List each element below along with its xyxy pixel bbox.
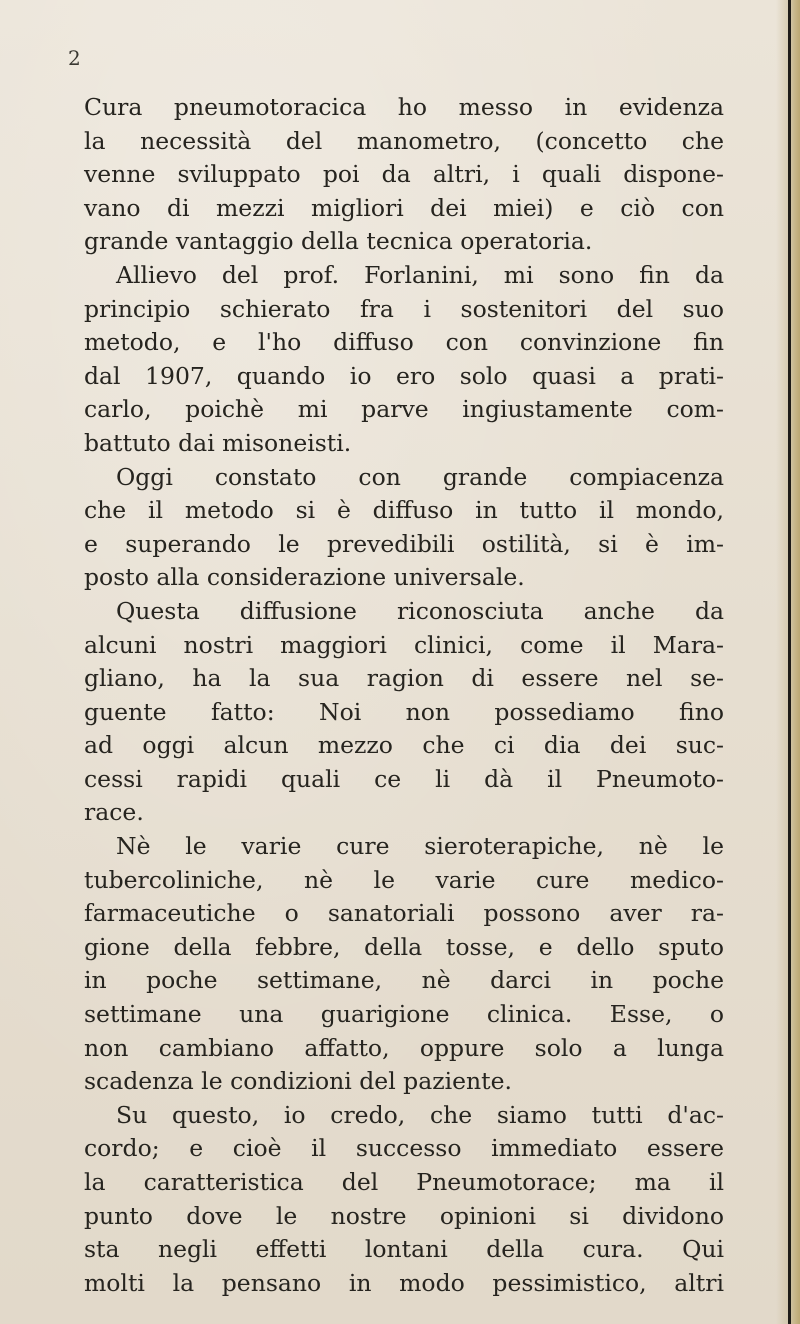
text-line: Cura pneumotoracica ho messo in evidenza — [84, 93, 724, 121]
text-line: in poche settimane, nè darci in poche — [84, 966, 724, 995]
text-line: tubercoliniche, nè le varie cure medico- — [84, 865, 724, 894]
text-line: gione della febbre, della tosse, e dello sputo — [84, 932, 724, 961]
text-line: Allievo del prof. Forlanini, mi sono fin da — [116, 260, 724, 289]
text-line: farmaceutiche o sanatoriali possono aver ra- — [84, 899, 724, 928]
text-line: carlo, poichè mi parve ingiustamente com- — [84, 395, 724, 424]
text-line: Questa diffusione riconosciuta anche da — [116, 596, 724, 625]
body-text — [84, 91, 724, 1300]
text-line: cessi rapidi quali ce li dà il Pneumoto- — [84, 764, 724, 793]
text-line: molti la pensano in modo pessimistico, altri — [84, 1268, 724, 1297]
text-line: settimane una guarigione clinica. Esse, o — [84, 1000, 724, 1029]
page-edge-line — [788, 0, 791, 1324]
text-line: alcuni nostri maggiori clinici, come il Mara- — [84, 630, 724, 659]
page-number: 2 — [68, 46, 81, 70]
text-line: la necessità del manometro, (concetto che — [84, 126, 724, 155]
text-line: e superando le prevedibili ostilità, si è im- — [84, 529, 724, 558]
text-line: gliano, ha la sua ragion di essere nel se- — [84, 664, 724, 693]
text-line: venne sviluppato poi da altri, i quali dispone- — [84, 160, 724, 189]
text-line: che il metodo si è diffuso in tutto il mondo, — [84, 496, 724, 525]
text-line: Oggi constato con grande compiacenza — [116, 462, 724, 491]
text-line: battuto dai misoneisti. — [84, 428, 352, 457]
text-line: cordo; e cioè il successo immediato essere — [84, 1134, 724, 1163]
text-line: race. — [84, 798, 144, 827]
text-line: vano di mezzi migliori dei miei) e ciò con — [84, 193, 724, 222]
text-line: dal 1907, quando io ero solo quasi a prati- — [84, 361, 724, 390]
text-line: scadenza le condizioni del paziente. — [84, 1067, 512, 1096]
text-line: Su questo, io credo, che siamo tutti d'ac- — [116, 1100, 724, 1129]
text-line: la caratteristica del Pneumotorace; ma il — [84, 1168, 724, 1196]
text-line: Nè le varie cure sieroterapiche, nè le — [116, 832, 724, 861]
text-line: grande vantaggio della tecnica operatoria. — [84, 227, 593, 256]
text-line: guente fatto: Noi non possediamo fino — [84, 697, 724, 726]
text-line: posto alla considerazione universale. — [84, 563, 525, 592]
text-line: punto dove le nostre opinioni si dividono — [84, 1201, 724, 1230]
text-line: sta negli effetti lontani della cura. Qui — [84, 1235, 724, 1264]
text-line: non cambiano affatto, oppure solo a lunga — [84, 1033, 724, 1062]
text-line: ad oggi alcun mezzo che ci dia dei suc- — [84, 731, 724, 760]
text-line: principio schierato fra i sostenitori del suo — [84, 294, 724, 323]
text-line: metodo, e l'ho diffuso con convinzione fin — [84, 328, 724, 357]
